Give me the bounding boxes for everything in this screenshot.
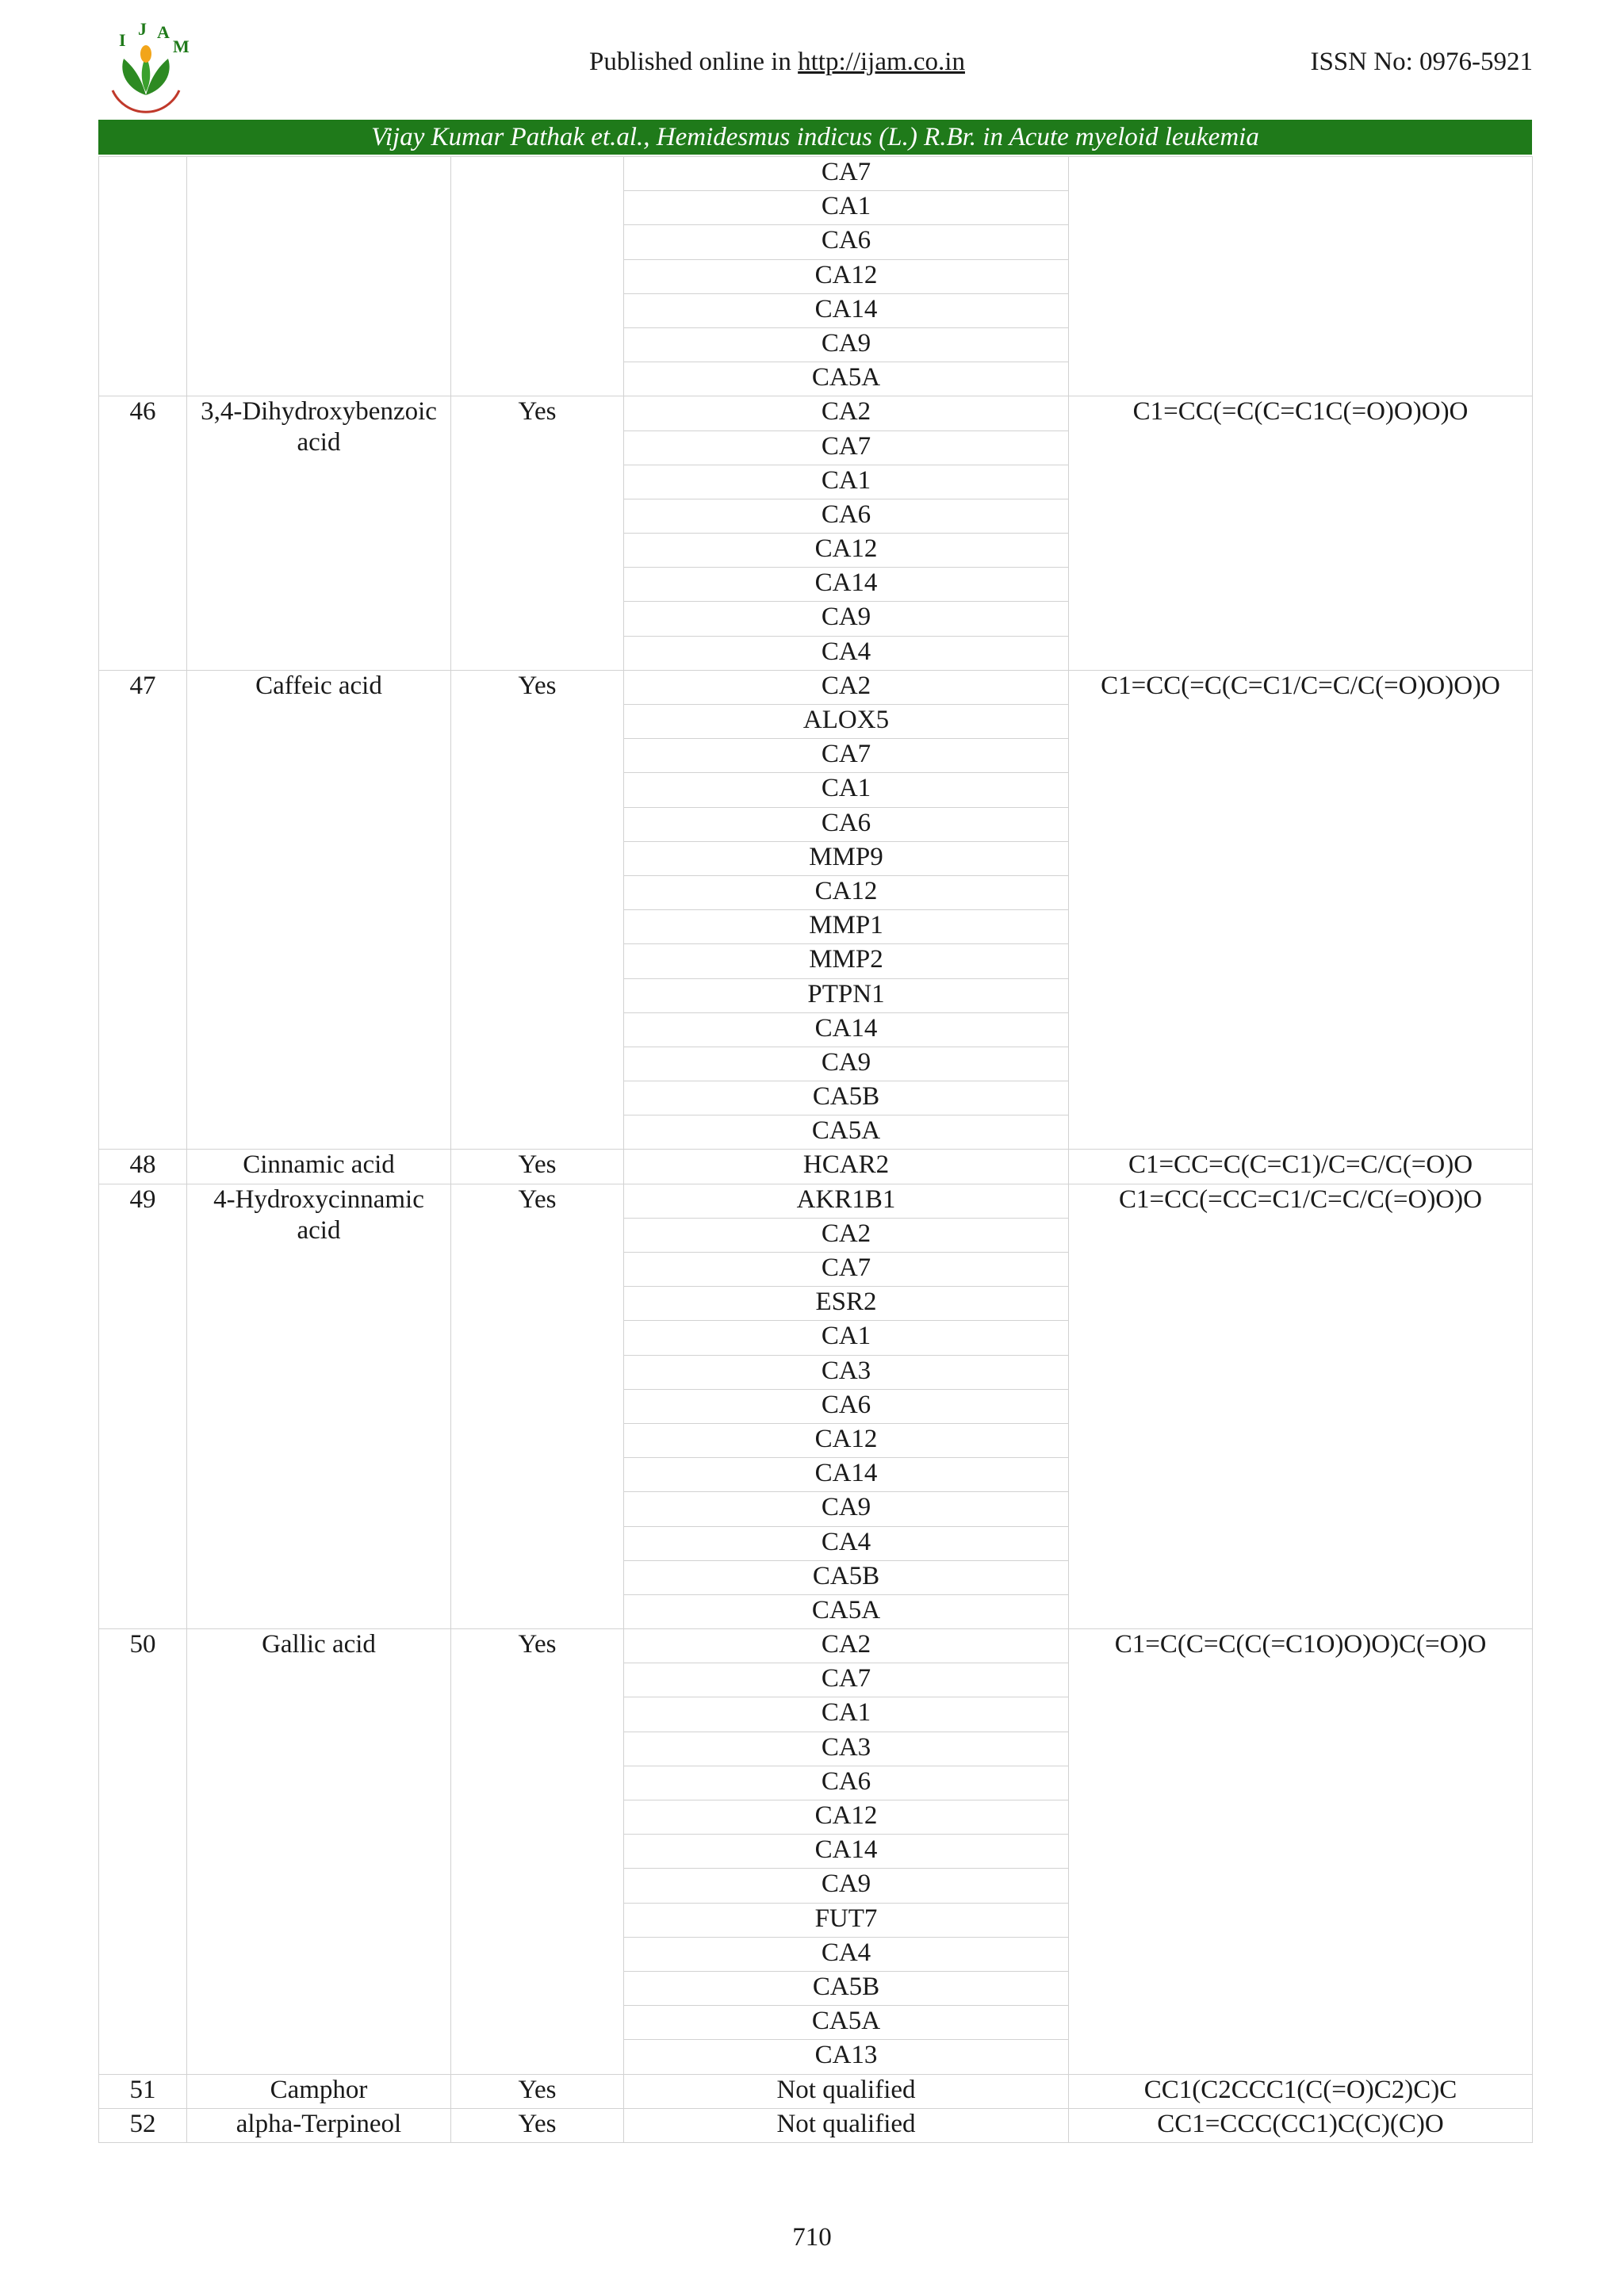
target-cell: CA2 — [624, 1218, 1069, 1252]
target-cell: CA5A — [624, 362, 1069, 396]
target-cell: CA14 — [624, 293, 1069, 327]
compound-name-cell: 4-Hydroxycinnamic acid — [187, 1184, 451, 1628]
table-row — [99, 670, 1533, 704]
target-cell: CA2 — [624, 396, 1069, 430]
target-cell: CA2 — [624, 670, 1069, 704]
target-cell: CA13 — [624, 2040, 1069, 2074]
target-cell: CA4 — [624, 1526, 1069, 1560]
target-cell: MMP2 — [624, 944, 1069, 978]
table-row — [99, 1184, 1533, 1218]
issn-number: ISSN No: 0976-5921 — [1310, 48, 1533, 76]
target-cell: CA1 — [624, 191, 1069, 225]
svg-text:J: J — [138, 19, 147, 39]
journal-logo — [95, 17, 197, 119]
target-cell: CA3 — [624, 1732, 1069, 1766]
journal-url-link[interactable]: http://ijam.co.in — [798, 48, 965, 76]
target-cell: CA9 — [624, 602, 1069, 636]
target-cell: CA6 — [624, 225, 1069, 259]
target-cell: PTPN1 — [624, 978, 1069, 1012]
qualified-cell: Yes — [451, 2108, 624, 2142]
smiles-cell: C1=CC(=C(C=C1C(=O)O)O)O — [1069, 396, 1533, 671]
smiles-cell: C1=CC(=CC=C1/C=C/C(=O)O)O — [1069, 1184, 1533, 1628]
qualified-cell: Yes — [451, 1184, 624, 1628]
target-cell: CA1 — [624, 1321, 1069, 1355]
target-cell: CA6 — [624, 499, 1069, 533]
target-cell: CA9 — [624, 1869, 1069, 1903]
compound-number-cell: 49 — [99, 1184, 187, 1628]
target-cell: Not qualified — [624, 2074, 1069, 2108]
target-cell: CA7 — [624, 157, 1069, 191]
compound-name-cell: Gallic acid — [187, 1629, 451, 2074]
qualified-cell: Yes — [451, 1629, 624, 2074]
target-cell: CA2 — [624, 1629, 1069, 1663]
target-cell: CA6 — [624, 1766, 1069, 1800]
target-cell: CA12 — [624, 875, 1069, 909]
target-cell: CA1 — [624, 1697, 1069, 1732]
target-cell: CA7 — [624, 1253, 1069, 1287]
target-cell: CA5B — [624, 1971, 1069, 2005]
qualified-cell: Yes — [451, 396, 624, 671]
qualified-cell: Yes — [451, 1150, 624, 1184]
running-title-banner: Vijay Kumar Pathak et.al., Hemidesmus indicus (L.) R.Br. in Acute myeloid leukemia — [98, 120, 1532, 155]
table-row — [99, 396, 1533, 430]
compound-name-cell: alpha-Terpineol — [187, 2108, 451, 2142]
qualified-cell — [451, 157, 624, 396]
target-cell: CA3 — [624, 1355, 1069, 1389]
target-cell: CA7 — [624, 430, 1069, 465]
target-cell: FUT7 — [624, 1903, 1069, 1937]
target-cell: HCAR2 — [624, 1150, 1069, 1184]
target-cell: CA9 — [624, 1492, 1069, 1526]
target-cell: AKR1B1 — [624, 1184, 1069, 1218]
target-cell: CA4 — [624, 1937, 1069, 1971]
smiles-cell: C1=CC(=C(C=C1/C=C/C(=O)O)O)O — [1069, 670, 1533, 1150]
target-cell: CA5A — [624, 1594, 1069, 1628]
qualified-cell: Yes — [451, 2074, 624, 2108]
target-cell: ALOX5 — [624, 705, 1069, 739]
target-cell: CA6 — [624, 807, 1069, 841]
target-cell: CA5A — [624, 2006, 1069, 2040]
smiles-cell: CC1(C2CCC1(C(=O)C2)C)C — [1069, 2074, 1533, 2108]
target-cell: CA5B — [624, 1560, 1069, 1594]
compound-number-cell: 48 — [99, 1150, 187, 1184]
target-cell: Not qualified — [624, 2108, 1069, 2142]
target-cell: CA1 — [624, 465, 1069, 499]
table-row — [99, 157, 1533, 191]
table-row — [99, 1629, 1533, 1663]
target-cell: CA9 — [624, 327, 1069, 362]
target-cell: MMP1 — [624, 910, 1069, 944]
compound-number-cell: 52 — [99, 2108, 187, 2142]
compound-name-cell: Cinnamic acid — [187, 1150, 451, 1184]
target-cell: CA7 — [624, 739, 1069, 773]
table-row — [99, 2108, 1533, 2142]
target-cell: CA14 — [624, 1835, 1069, 1869]
target-cell: CA12 — [624, 1423, 1069, 1457]
compound-number-cell — [99, 157, 187, 396]
table-row — [99, 2074, 1533, 2108]
target-cell: CA7 — [624, 1663, 1069, 1697]
smiles-cell: CC1=CCC(CC1)C(C)(C)O — [1069, 2108, 1533, 2142]
target-cell: CA14 — [624, 1458, 1069, 1492]
compound-target-table — [98, 156, 1533, 2143]
compound-name-cell: Caffeic acid — [187, 670, 451, 1150]
smiles-cell: C1=C(C=C(C(=C1O)O)O)C(=O)O — [1069, 1629, 1533, 2074]
page-number: 710 — [792, 2223, 832, 2252]
qualified-cell: Yes — [451, 670, 624, 1150]
target-cell: CA4 — [624, 636, 1069, 670]
target-cell: CA5B — [624, 1081, 1069, 1115]
svg-text:M: M — [173, 36, 190, 56]
target-cell: CA14 — [624, 1012, 1069, 1047]
target-cell: CA5A — [624, 1115, 1069, 1150]
svg-text:I: I — [119, 30, 126, 50]
target-cell: CA6 — [624, 1389, 1069, 1423]
compound-number-cell: 47 — [99, 670, 187, 1150]
table-row — [99, 1150, 1533, 1184]
target-cell: CA12 — [624, 534, 1069, 568]
target-cell: ESR2 — [624, 1287, 1069, 1321]
target-cell: CA14 — [624, 568, 1069, 602]
target-cell: CA1 — [624, 773, 1069, 807]
published-prefix: Published online in — [589, 48, 799, 76]
target-cell: MMP9 — [624, 841, 1069, 875]
published-online-line — [476, 48, 1078, 77]
target-cell: CA9 — [624, 1047, 1069, 1081]
smiles-cell: C1=CC=C(C=C1)/C=C/C(=O)O — [1069, 1150, 1533, 1184]
compound-number-cell: 51 — [99, 2074, 187, 2108]
compound-name-cell — [187, 157, 451, 396]
compound-number-cell: 46 — [99, 396, 187, 671]
ijam-logo-icon — [95, 17, 197, 119]
target-cell: CA12 — [624, 259, 1069, 293]
compound-name-cell: Camphor — [187, 2074, 451, 2108]
compound-name-cell: 3,4-Dihydroxybenzoic acid — [187, 396, 451, 671]
smiles-cell — [1069, 157, 1533, 396]
target-cell: CA12 — [624, 1800, 1069, 1835]
compound-number-cell: 50 — [99, 1629, 187, 2074]
svg-text:A: A — [157, 22, 170, 42]
